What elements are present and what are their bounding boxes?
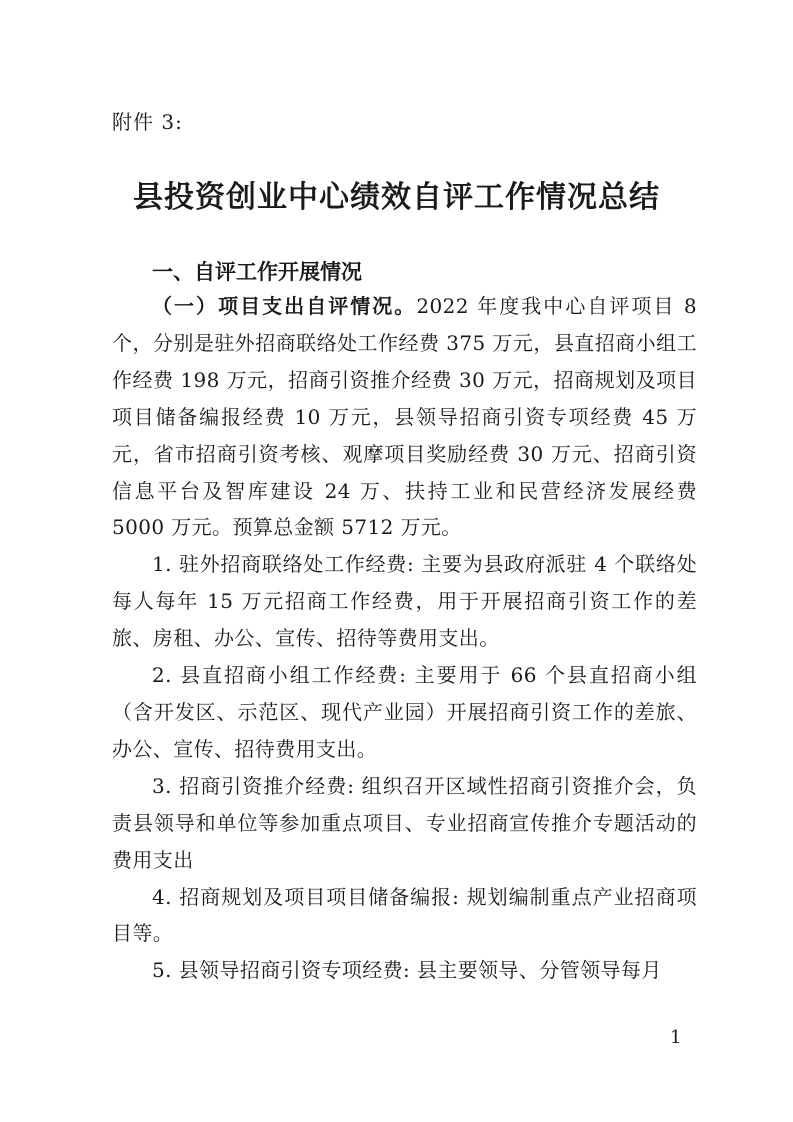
page-number: 1 [670,1027,682,1048]
subsection-lead: （一）项目支出自评情况。 [152,294,417,318]
list-item: 5. 县领导招商引资专项经费: 县主要领导、分管领导每月 [152,958,662,983]
document-title: 县投资创业中心绩效自评工作情况总结 [133,180,660,215]
list-item: 2. 县直招商小组工作经费: 主要用于 66 个县直招商小组（含开发区、示范区、现代产业园）开展招商引资工作的差旅、办公、宣传、招待费用支出。 [112,663,697,761]
list-item: 4. 招商规划及项目项目储备编报: 规划编制重点产业招商项目等。 [112,884,697,946]
attachment-label: 附件 3: [112,110,183,134]
list-item: 3. 招商引资推介经费: 组织召开区域性招商引资推介会，负责县领导和单位等参加重点项目、专业招商宣传推介专题活动的费用支出 [112,773,697,872]
document-body [112,288,697,989]
paragraph-project-expenditure [112,288,697,546]
list-item: 1. 驻外招商联络处工作经费: 主要为县政府派驻 4 个联络处每人每年 15 万元招商工作经费，用于开展招商引资工作的差旅、房租、办公、宣传、招待等费用支出。 [112,552,697,651]
section-heading: 一、自评工作开展情况 [152,260,362,284]
subsection-text: 2022 年度我中心自评项目 8 个，分别是驻外招商联络处工作经费 375 万元，县直招商小组工作经费 198 万元，招商引资推介经费 30 万元，招商规划及项目项目储备编报经费 10 万元，县领导招商引资专项经费 45 万元，省市招商引资考核、观摩项目奖励经费 30 万元、招商引资信息平台及智库建设 24 万、扶持工业和民营经济发展经费 5000 万元。预算总金额 5712 万元。 [112,294,697,540]
